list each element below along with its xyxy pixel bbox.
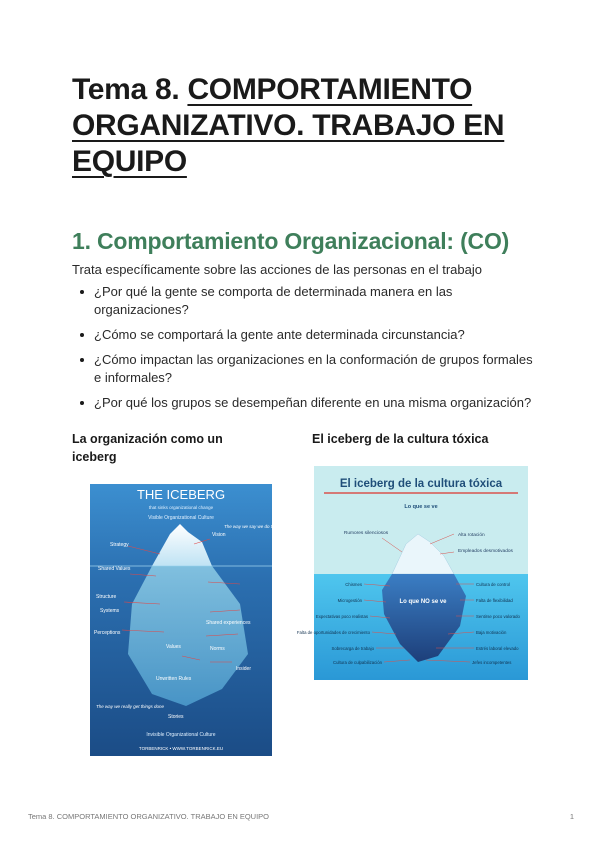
hidden-header: Lo que NO se ve bbox=[399, 599, 447, 605]
title-main: COMPORTAMIENTO ORGANIZATIVO. TRABAJO EN EQUIPO bbox=[72, 73, 505, 178]
toxic-iceberg-svg bbox=[296, 466, 528, 680]
question-list bbox=[72, 283, 542, 419]
toxic-label: Baja motivación bbox=[476, 630, 507, 635]
poster-label: Structure bbox=[96, 594, 117, 600]
poster-label: Norms bbox=[210, 646, 225, 652]
figure-caption-left: La organización como un iceberg bbox=[72, 432, 223, 464]
poster-title: THE ICEBERG bbox=[136, 487, 226, 502]
toxic-poster-title: El iceberg de la cultura tóxica bbox=[339, 478, 503, 490]
figure-caption-right: El iceberg de la cultura tóxica bbox=[312, 432, 489, 446]
toxic-label: Empleados desmotivados bbox=[458, 549, 513, 554]
toxic-label: Microgestión bbox=[337, 598, 362, 603]
iceberg-poster-svg bbox=[90, 484, 294, 756]
toxic-label: Jefes incompetentes bbox=[472, 660, 512, 665]
poster-label: Perceptions bbox=[94, 630, 121, 636]
poster-label: Strategy bbox=[110, 542, 129, 548]
list-item: ¿Por qué la gente se comporta de determinada manera en las organizaciones? bbox=[72, 283, 542, 319]
toxic-iceberg-image bbox=[296, 466, 528, 680]
poster-visible-label: Visible Organizational Culture bbox=[148, 515, 214, 521]
list-item: ¿Por qué los grupos se desempeñan diferente en una misma organización? bbox=[72, 394, 542, 412]
toxic-label: Alta rotación bbox=[458, 533, 485, 538]
toxic-label: Sobrecarga de trabajo bbox=[331, 646, 374, 651]
poster-invisible-label: Invisible Organizational Culture bbox=[146, 732, 216, 738]
poster-subtitle: that sinks organizational change bbox=[148, 505, 214, 510]
toxic-label: Cultura de control bbox=[476, 582, 510, 587]
poster-label: Unwritten Rules bbox=[156, 676, 192, 682]
toxic-label: Estrés laboral elevado bbox=[476, 646, 519, 651]
poster-label: Stories bbox=[168, 714, 184, 720]
page-footer bbox=[28, 812, 574, 821]
page-number: 1 bbox=[569, 812, 574, 821]
toxic-label: Cultura de culpabilización bbox=[333, 660, 382, 665]
title-prefix: Tema 8. bbox=[72, 73, 188, 106]
poster-quote-top: The way we say we do things here bbox=[224, 524, 294, 529]
above-left-labels bbox=[344, 530, 389, 536]
toxic-label: Rumores silenciosos bbox=[343, 531, 389, 536]
visible-header: Lo que se ve bbox=[404, 504, 438, 510]
toxic-label: Falta de flexibilidad bbox=[476, 598, 513, 603]
poster-label: Shared Values bbox=[98, 566, 131, 572]
poster-label: Systems bbox=[100, 608, 120, 614]
poster-label: Shared experiences bbox=[206, 620, 251, 626]
poster-label: Values bbox=[166, 644, 181, 650]
poster-label: Insider bbox=[236, 666, 252, 672]
section-heading: 1. Comportamiento Organizacional: (CO) bbox=[72, 228, 510, 254]
iceberg-poster-image bbox=[90, 484, 294, 756]
list-item: ¿Cómo se comportará la gente ante determinada circunstancia? bbox=[72, 326, 542, 344]
toxic-label: Falta de oportunidades de crecimiento bbox=[296, 630, 370, 635]
poster-quote-bottom: The way we really get things done bbox=[96, 704, 165, 709]
toxic-label: Chismes bbox=[345, 582, 362, 587]
toxic-label: Expectativas poco realistas bbox=[315, 614, 368, 619]
list-item: ¿Cómo impactan las organizaciones en la conformación de grupos formales e informales? bbox=[72, 351, 542, 387]
page-title bbox=[72, 72, 542, 180]
footer-title: Tema 8. COMPORTAMIENTO ORGANIZATIVO. TRABAJO EN EQUIPO bbox=[28, 812, 270, 821]
poster-url: TORBENRICK • WWW.TORBENRICK.EU bbox=[138, 746, 224, 751]
toxic-label: Sentirse poco valorado bbox=[476, 614, 520, 619]
poster-label: Vision bbox=[212, 532, 226, 538]
section-intro: Trata específicamente sobre las acciones de las personas en el trabajo bbox=[72, 262, 482, 277]
